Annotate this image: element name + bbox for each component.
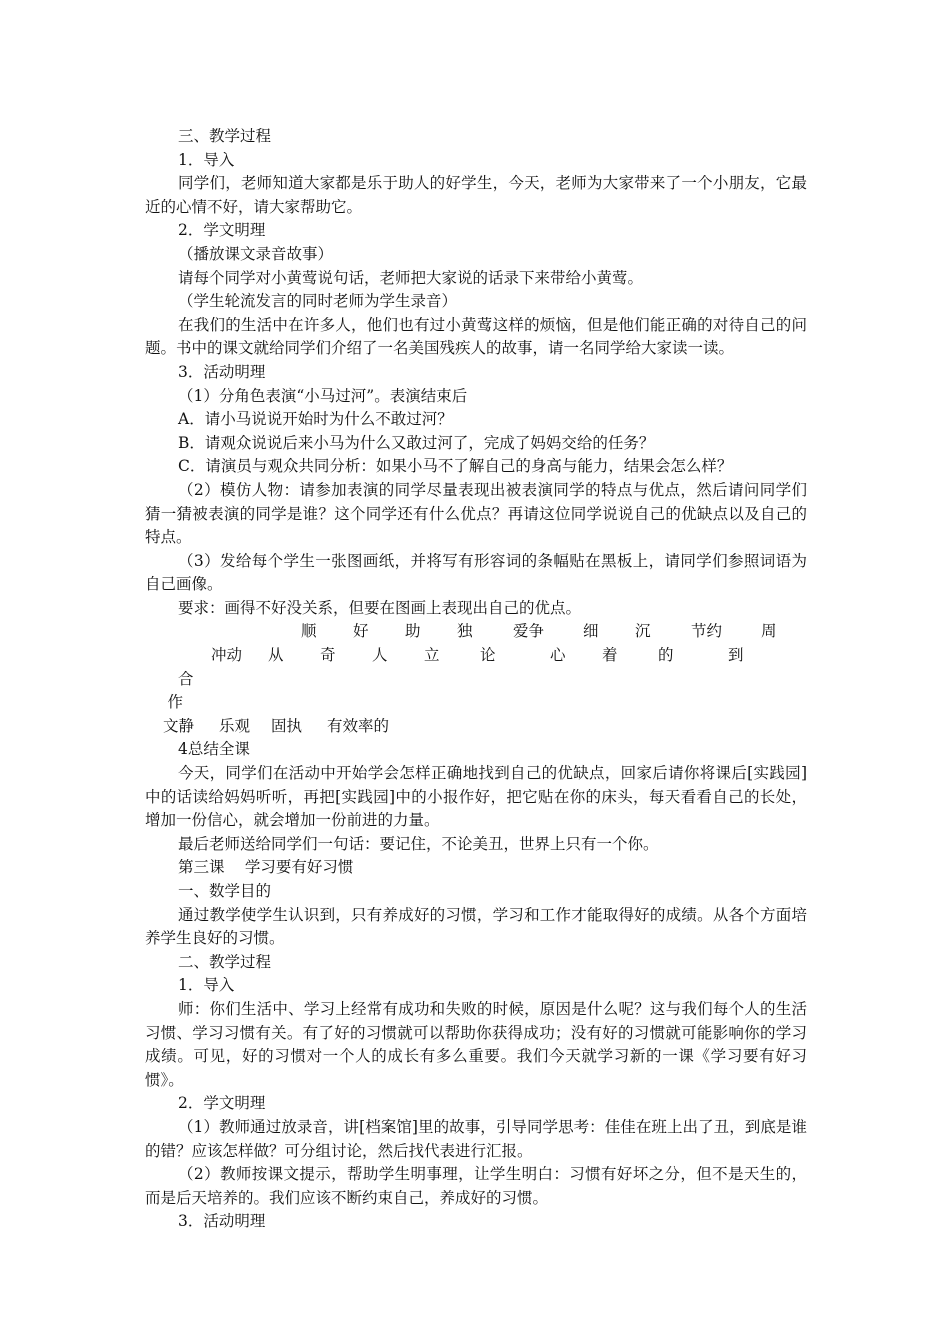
paragraph: （1）分角色表演“小马过河”。表演结束后	[178, 386, 468, 405]
word-list	[145, 620, 807, 714]
word-list-continued	[145, 715, 807, 739]
subsection-heading: 1．导入	[178, 150, 235, 169]
paragraph: （学生轮流发言的同时老师为学生录音）	[178, 292, 458, 311]
section-heading: 二、教学过程	[178, 952, 272, 971]
paragraph: 师：你们生活中、学习上经常有成功和失败的时候，原因是什么呢？这与我们每个人的生活习惯、学习习惯有关。有了好的习惯就可以帮助你获得成功；没有好的习惯就可能影响你的学习成绩。可见，好的习惯对一个人的成长有多么重要。我们今天就学习新的一课《学习要有好习惯》。	[145, 999, 807, 1089]
section-heading: 三、教学过程	[178, 127, 272, 145]
paragraph: （2）教师按课文提示，帮助学生明事理，让学生明白：习惯有好坏之分，但不是天生的，而是后天培养的。我们应该不断约束自己，养成好的习惯。	[145, 1165, 807, 1207]
word-item: 沉着	[602, 622, 651, 665]
word-item: 冲动	[211, 646, 243, 665]
word-item: 独立	[424, 622, 473, 665]
word-item: 细心	[550, 622, 599, 665]
word-item: 爱争论	[480, 622, 545, 665]
word-item: 助人	[372, 622, 421, 665]
word-item: 顺从	[268, 622, 317, 665]
subsection-heading: 3．活动明理	[178, 362, 266, 381]
lesson-title: 第三课 学习要有好习惯	[178, 858, 354, 877]
paragraph: （3）发给每个学生一张图画纸，并将写有形容词的条幅贴在黑板上，请同学们参照词语为自己画像。	[145, 551, 807, 594]
paragraph: （2）模仿人物：请参加表演的同学尽量表现出被表演同学的特点与优点，然后请问同学们猜一猜被表演的同学是谁？这个同学还有什么优点？再请这位同学说说自己的优缺点以及自己的特点。	[145, 480, 807, 547]
list-item: B．请观众说说后来小马为什么又敢过河了，完成了妈妈交给的任务？	[178, 433, 655, 452]
paragraph: 今天，同学们在活动中开始学会怎样正确地找到自己的优缺点，回家后请你将课后[实践园]中的话读给妈妈听听，再把[实践园]中的小报作好，把它贴在你的床头，每天看看自己的长处，增加一份信心，就会增加一份前进的力量。	[145, 764, 807, 830]
word-item: 好奇	[320, 622, 369, 665]
word-item: 固执	[271, 716, 303, 735]
subsection-heading: 4总结全课	[178, 740, 250, 759]
paragraph: 在我们的生活中在许多人，他们也有过小黄莺这样的烦恼，但是他们能正确的对待自己的问题。书中的课文就给同学们介绍了一名美国残疾人的故事，请一名同学给大家读一读。	[145, 315, 807, 358]
paragraph: 同学们，老师知道大家都是乐于助人的好学生，今天，老师为大家带来了一个小朋友，它最近的心情不好，请大家帮助它。	[145, 174, 807, 216]
list-item: C．请演员与观众共同分析：如果小马不了解自己的身高与能力，结果会怎么样？	[178, 457, 733, 476]
paragraph: 通过教学使学生认识到，只有养成好的习惯，学习和工作才能取得好的成绩。从各个方面培养学生良好的习惯。	[145, 905, 807, 948]
list-item: A．请小马说说开始时为什么不敢过河？	[178, 410, 453, 429]
section-heading: 一、数学目的	[178, 882, 272, 900]
word-item: 有效率的	[327, 716, 390, 735]
paragraph: （播放课文录音故事）	[178, 244, 334, 263]
word-item: 节约的	[658, 622, 723, 665]
subsection-heading: 2．学文明理	[178, 221, 266, 240]
document-page	[145, 125, 807, 1234]
word-item: 乐观	[219, 716, 251, 735]
subsection-heading: 3．活动明理	[178, 1212, 266, 1231]
paragraph: 要求：画得不好没关系，但要在图画上表现出自己的优点。	[178, 598, 582, 617]
paragraph: 请每个同学对小黄莺说句话，老师把大家说的话录下来带给小黄莺。	[178, 268, 644, 287]
subsection-heading: 2．学文明理	[178, 1094, 266, 1113]
word-item: 合作	[167, 669, 194, 712]
word-item: 周到	[728, 622, 777, 665]
paragraph: 最后老师送给同学们一句话：要记住，不论美丑，世界上只有一个你。	[178, 834, 659, 853]
subsection-heading: 1．导入	[178, 976, 235, 995]
word-item: 文静	[163, 716, 195, 735]
paragraph: （1）教师通过放录音，讲[档案馆]里的故事，引导同学思考：佳佳在班上出了丑，到底是谁的错？应该怎样做？可分组讨论，然后找代表进行汇报。	[145, 1117, 807, 1160]
